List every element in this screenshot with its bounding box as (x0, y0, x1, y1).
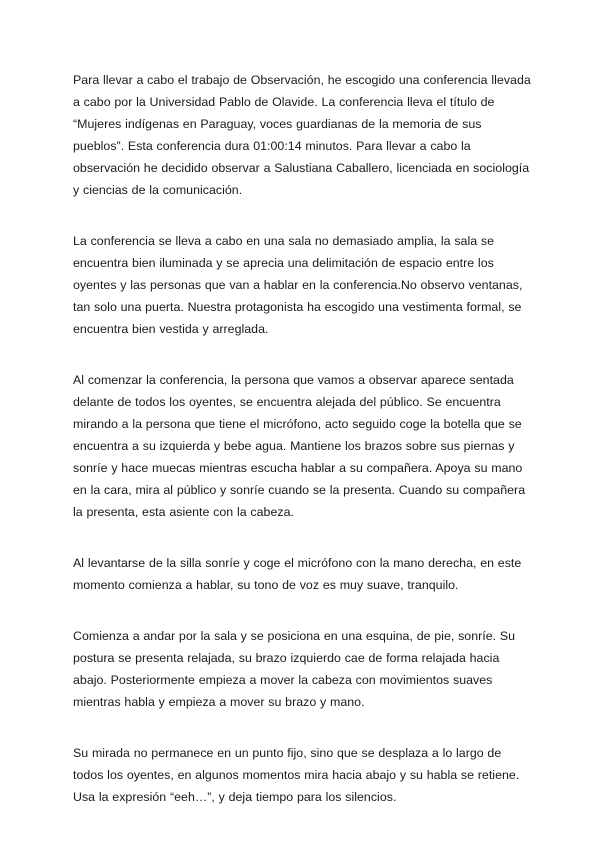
paragraph-4: Al levantarse de la silla sonríe y coge el micrófono con la mano derecha, en este momento comienza a hablar, su tono de voz es muy suave, tranquilo. (73, 556, 522, 592)
paragraph-2: La conferencia se lleva a cabo en una sala no demasiado amplia, la sala se encuentra bien iluminada y se aprecia una delimitación de espacio entre los oyentes y las personas que van a hablar en la conferencia.No observo ventanas, tan solo una puerta. Nuestra protagonista ha escogido una vestimenta formal, se encuentra bien vestida y arreglada. (73, 234, 523, 336)
paragraph-3: Al comenzar la conferencia, la persona que vamos a observar aparece sentada delante de todos los oyentes, se encuentra alejada del público. Se encuentra mirando a la persona que tiene el micrófono, acto seguido coge la botella que se encuentra a su izquierda y bebe agua. Mantiene los brazos sobre sus piernas y sonríe y hace muecas mientras escucha hablar a su compañera. Apoya su mano en la cara, mira al público y sonríe cuando se la presenta. Cuando su compañera la presenta, esta asiente con la cabeza. (73, 373, 526, 519)
document-body (73, 69, 535, 837)
paragraph-1: Para llevar a cabo el trabajo de Observación, he escogido una conferencia llevada a cabo por la Universidad Pablo de Olavide. La conferencia lleva el título de “Mujeres indígenas en Paraguay, voces guardianas de la memoria de sus pueblos”. Esta conferencia dura 01:00:14 minutos. Para llevar a cabo la observación he decidido observar a Salustiana Caballero, licenciada en sociología y ciencias de la comunicación. (73, 73, 531, 197)
paragraph-5: Comienza a andar por la sala y se posiciona en una esquina, de pie, sonríe. Su postura se presenta relajada, su brazo izquierdo cae de forma relajada hacia abajo. Posteriormente empieza a mover la cabeza con movimientos suaves mientras habla y empieza a mover su brazo y mano. (73, 629, 516, 709)
paragraph-6: Su mirada no permanece en un punto fijo, sino que se desplaza a lo largo de todos los oyentes, en algunos momentos mira hacia abajo y su habla se retiene. Usa la expresión “eeh…”, y deja tiempo para los silencios. (73, 746, 520, 804)
